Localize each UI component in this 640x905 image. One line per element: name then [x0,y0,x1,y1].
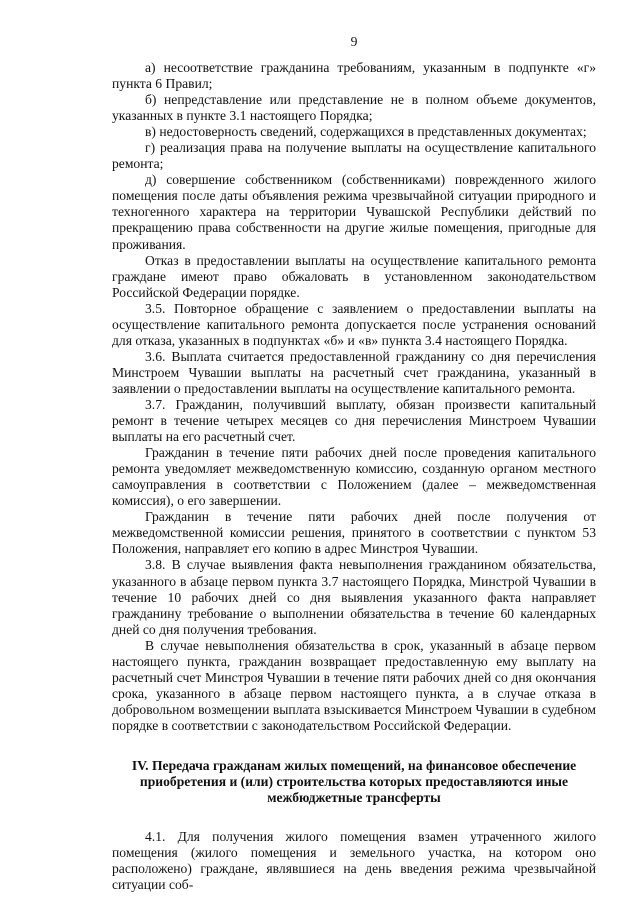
section-heading-line: IV. Передача гражданам жилых помещений, на финансовое обеспечение [131,757,577,773]
paragraph-3-6: 3.6. Выплата считается предоставленной гражданину со дня перечисления Минстроем Чувашии выплаты на расчетный счет гражданина, указанный в заявлении о предоставлении выплаты на осуществление капитального ремонта. [112,348,596,396]
section-heading [112,758,596,806]
paragraph-3-8: 3.8. В случае выявления факта невыполнения гражданином обязательства, указанного в абзаце первом пункта 3.7 настоящего Порядка, Минстрой Чувашии в течение 10 рабочих дней со дня выявления указанного факта направляет гражданину требование о выполнении обязательства в течение 60 календарных дней со дня получения требования. [112,557,596,637]
paragraph-v: в) недостоверность сведений, содержащихся в представленных документах; [145,124,587,140]
section-heading-line: приобретения и (или) строительства которых предоставляются иные [139,774,569,790]
paragraph-3-7: 3.7. Гражданин, получивший выплату, обязан произвести капитальный ремонт в течение четырех месяцев со дня перечисления Минстроем Чувашии выплаты на его расчетный счет. [112,396,596,445]
paragraph-refusal-appeal: Отказ в предоставлении выплаты на осуществление капитального ремонта граждане имеют право обжаловать в установленном законодательством Российской Федерации порядке. [112,252,596,300]
document-page [112,0,596,905]
paragraph-a: а) несоответствие гражданина требованиям, указанным в подпункте «г» пункта 6 Правил; [112,60,596,92]
paragraph-decision-copy: Гражданин в течение пяти рабочих дней после получения от межведомственной комиссии решения, принятого в соответствии с пунктом 53 Положения, направляет его копию в адрес Минстроя Чувашии. [112,509,596,557]
paragraph-3-5: 3.5. Повторное обращение с заявлением о предоставлении выплаты на осуществление капитального ремонта допускается после устранения оснований для отказа, указанных в подпунктах «б» и «в» пункта 3.4 настоящего Порядка. [112,300,596,348]
document-body [112,60,596,893]
paragraph-repair-notice: Гражданин в течение пяти рабочих дней после проведения капитального ремонта уведомляет межведомственную комиссию, созданную органом местного самоуправления в соответствии с Положением (далее – межведомственная комиссия), о его завершении. [112,445,596,509]
paragraph-refund: В случае невыполнения обязательства в срок, указанный в абзаце первом настоящего пункта, гражданин возвращает предоставленную ему выплату на расчетный счет Минстроя Чувашии в течение пяти рабочих дней со дня окончания срока, указанного в абзаце первом настоящего пункта, а в случае отказа в добровольном возмещении выплата взыскивается Минстроем Чувашии в судебном порядке в соответствии с законодательством Российской Федерации. [112,637,596,733]
paragraph-g: г) реализация права на получение выплаты на осуществление капитального ремонта; [112,140,596,172]
paragraph-4-1: 4.1. Для получения жилого помещения взамен утраченного жилого помещения (жилого помещения и земельного участка, на котором оно расположено) граждане, являвшиеся на день введения режима чрезвычайной ситуации соб- [112,829,596,893]
section-heading-line: межбюджетные трансферты [267,790,441,806]
page-number: 9 [350,34,358,49]
paragraph-d: д) совершение собственником (собственниками) поврежденного жилого помещения после даты объявления режима чрезвычайной ситуации природного и техногенного характера на территории Чувашской Республики действий по прекращению права собственности на другие жилые помещения, пригодные для проживания. [112,172,596,252]
paragraph-b: б) непредставление или представление не в полном объеме документов, указанных в пункте 3.1 настоящего Порядка; [112,92,596,124]
